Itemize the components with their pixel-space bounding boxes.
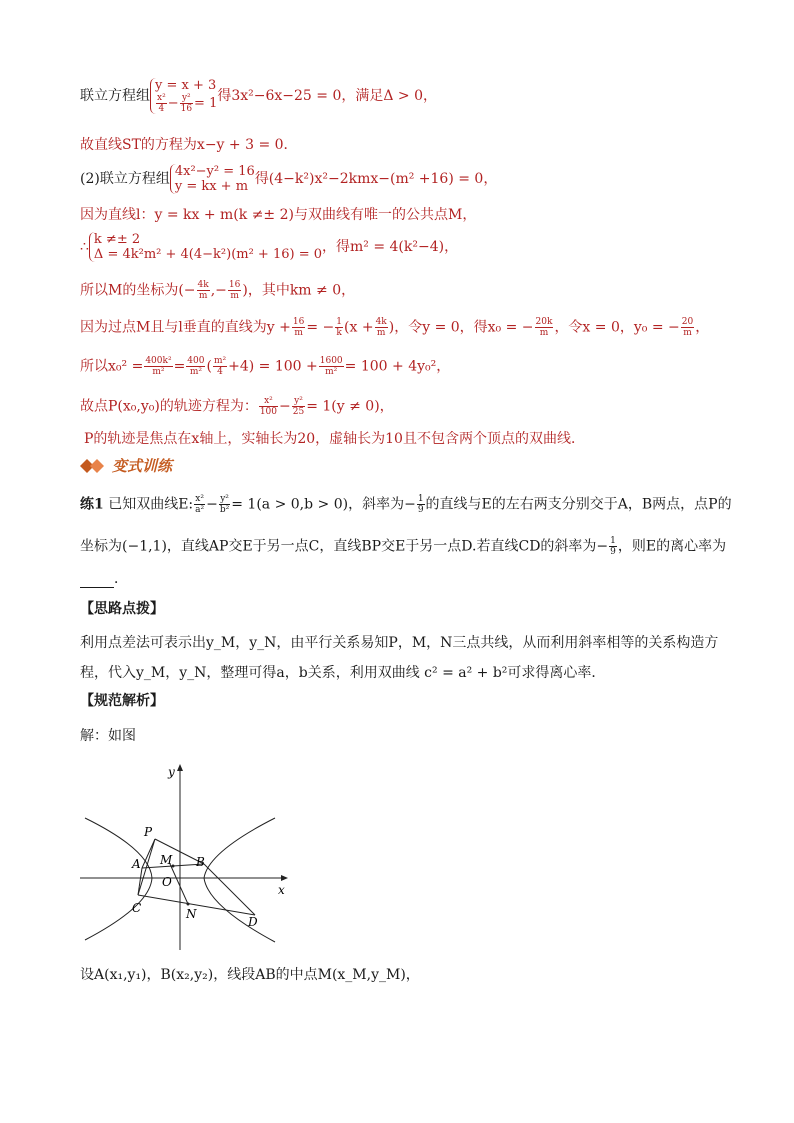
- answer-line-3: [80, 164, 497, 194]
- hint-line-1: [80, 634, 718, 652]
- answer-line-10: [84, 430, 585, 448]
- text: (x +: [344, 319, 374, 336]
- text: 所以x₀² =: [80, 358, 144, 375]
- text: (: [206, 358, 212, 375]
- fraction: $\frac{\text{y²}}{25}$: [292, 396, 305, 417]
- text: 得3x²−6x−25 = 0，满足Δ > 0，: [217, 88, 438, 104]
- section-title-solution: [80, 692, 164, 710]
- answer-line-8: [80, 356, 450, 377]
- text: (2)联立方程组: [80, 171, 170, 187]
- text: 所以M的坐标为(−: [80, 282, 196, 299]
- label-d: D: [248, 915, 258, 929]
- text: +4) = 100 +: [228, 358, 318, 375]
- text: )，其中km ≠ 0，: [242, 282, 356, 299]
- text: 因为直线l：y = kx + m(k ≠± 2)与双曲线有唯一的公共点M，: [80, 207, 477, 223]
- text: 故点P(x₀,y₀)的轨迹方程为：: [80, 398, 258, 415]
- text: ，令x = 0，y₀ = −: [554, 319, 680, 336]
- left-branch: [85, 818, 152, 940]
- fraction: $\frac{20k}{m}$: [535, 317, 553, 338]
- fraction: $\frac{\text{y²}}{16}$: [180, 93, 193, 114]
- text: = 1(y ≠ 0)，: [306, 398, 394, 415]
- text: 故直线ST的方程为x−y + 3 = 0．: [80, 137, 298, 153]
- equation-system: [89, 232, 322, 262]
- text: 设A(x₁,y₁)，B(x₂,y₂)，线段AB的中点M(x_M,y_M)，: [80, 967, 420, 983]
- text: 解：如图: [80, 728, 136, 744]
- equation-system: y = x + 3 $\frac{\text{x²}}{4}$ − $\frac{\text{y²}}{16}$ = 1: [150, 78, 217, 114]
- text: 利用点差法可表示出y_M，y_N，由平行关系易知P，M，N三点共线，从而利用斜率相等的关系构造方: [80, 635, 719, 651]
- answer-blank: [80, 573, 114, 588]
- heading-title: 变式训练: [112, 456, 173, 475]
- solution-intro: [80, 727, 136, 745]
- hyperbola-figure: [80, 760, 300, 959]
- text: 的直线与E的左右两支分别交于A，B两点，点P的: [425, 496, 732, 513]
- fraction: $\frac{1600}{\text{m²}}$: [319, 356, 343, 377]
- text: = −: [306, 319, 335, 336]
- exercise-label: 练1: [80, 496, 104, 513]
- solution-line-1: [80, 966, 420, 984]
- answer-line-1: [80, 78, 437, 114]
- text: 坐标为(−1,1)，直线AP交E于另一点C，直线BP交E于另一点D.若直线CD的斜率为−: [80, 538, 609, 555]
- label-m: M: [160, 853, 173, 867]
- label-o: O: [162, 875, 172, 889]
- right-branch: [204, 818, 275, 942]
- text: 联立方程组: [80, 88, 150, 104]
- answer-line-7: [80, 317, 709, 338]
- fraction: $\frac{1}{9}$: [417, 494, 424, 515]
- eq: k ≠± 2: [93, 232, 141, 247]
- text: ,−: [210, 282, 227, 299]
- label-n: N: [186, 907, 197, 921]
- hint-line-2: [80, 664, 605, 682]
- label-x: x: [278, 883, 285, 897]
- text: ，: [695, 319, 710, 336]
- answer-line-9: [80, 396, 394, 417]
- fraction: $\frac{4k}{m}$: [375, 317, 387, 338]
- label-p: P: [144, 825, 153, 839]
- label-c: C: [132, 901, 142, 915]
- text: =: [173, 358, 186, 375]
- exercise-line-3: [80, 570, 128, 588]
- fraction: $\frac{20}{m}$: [681, 317, 694, 338]
- text: −: [279, 398, 291, 415]
- text: 得(4−k²)x²−2kmx−(m² +16) = 0，: [254, 171, 498, 187]
- section-title-hint: [80, 600, 164, 618]
- label-b: B: [196, 855, 205, 869]
- diamond-arrow-icon: [80, 458, 106, 472]
- fraction: $\frac{\text{m²}}{4}$: [213, 356, 227, 377]
- text: ，得m² = 4(k²−4)，: [322, 239, 459, 255]
- eq: = 1: [194, 96, 218, 111]
- text: ，则E的离心率为: [617, 538, 727, 555]
- fraction: $\frac{400}{\text{m²}}$: [187, 356, 205, 377]
- section-heading: [80, 455, 172, 475]
- fraction: $\frac{\text{x²}}{4}$: [157, 93, 166, 114]
- eq: 4x²−y² = 16: [174, 164, 255, 179]
- text: −: [206, 496, 218, 513]
- label-a: A: [132, 857, 141, 871]
- text: )，令y = 0，得x₀ = −: [388, 319, 534, 336]
- text: 因为过点M且与l垂直的直线为y +: [80, 319, 291, 336]
- fraction: $\frac{16}{m}$: [292, 317, 305, 338]
- equation-system: [170, 164, 255, 194]
- fraction: $\frac{\text{y²}}{\text{b²}}$: [219, 494, 230, 515]
- answer-line-2: [80, 136, 298, 154]
- eq: y = kx + m: [174, 179, 249, 194]
- fraction: $\frac{16}{m}$: [228, 280, 241, 301]
- answer-line-5: [80, 232, 458, 262]
- label-y: y: [168, 765, 175, 779]
- answer-line-4: [80, 206, 476, 224]
- answer-line-6: [80, 280, 355, 301]
- text: ．: [114, 571, 128, 587]
- text: ∴: [80, 239, 89, 255]
- text: 已知双曲线E:: [108, 496, 194, 513]
- text: P的轨迹是焦点在x轴上，实轴长为20，虚轴长为10且不包含两个顶点的双曲线．: [84, 431, 585, 447]
- eq: y = x + 3: [155, 78, 217, 93]
- eq: Δ = 4k²m² + 4(4−k²)(m² + 16) = 0: [93, 247, 322, 262]
- fraction: $\frac{\text{400k²}}{\text{m²}}$: [145, 356, 172, 377]
- fraction: $\frac{4k}{m}$: [197, 280, 209, 301]
- fraction: $\frac{\text{x²}}{100}$: [259, 396, 278, 417]
- exercise-line-1: [80, 494, 732, 515]
- text: 程，代入y_M，y_N，整理可得a，b关系，利用双曲线 c² = a² + b²可求得离心率．: [80, 665, 606, 681]
- text: 【思路点拨】: [80, 601, 164, 617]
- fraction: $\frac{1}{9}$: [610, 536, 616, 557]
- exercise-line-2: [80, 536, 726, 557]
- text: = 100 + 4y₀²，: [344, 358, 451, 375]
- text: 【规范解析】: [80, 693, 164, 709]
- fraction: $\frac{1}{k}$: [336, 317, 343, 338]
- fraction: $\frac{\text{x²}}{\text{a²}}$: [195, 494, 205, 515]
- text: = 1(a > 0,b > 0)，斜率为−: [231, 496, 416, 513]
